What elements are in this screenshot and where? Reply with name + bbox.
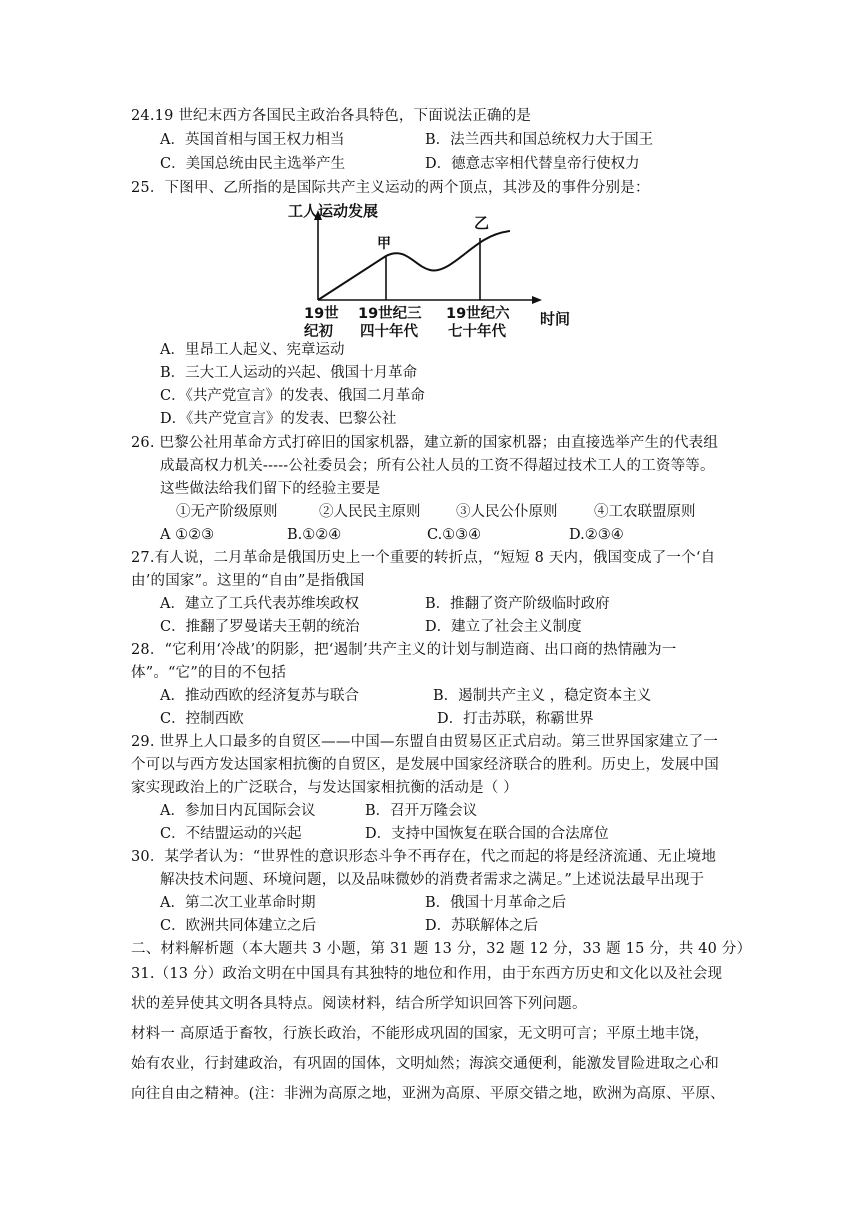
- figure-ylabel: 工人运动发展: [288, 202, 379, 220]
- q26-line-2: 成最高权力机关-----公社委员会；所有公社人员的工资不得超过技术工人的工资等等。: [160, 458, 715, 474]
- q29-option-b: B．召开万隆会议: [365, 803, 478, 819]
- q25-option-d: D．《共产党宣言》的发表、巴黎公社: [160, 411, 397, 427]
- q27-line-1: 27.有人说，二月革命是俄国历史上一个重要的转折点，“短短 8 天内，俄国变成了一个‘自: [131, 550, 716, 566]
- q29-option-c: C．不结盟运动的兴起: [160, 826, 302, 842]
- q27-option-a: A．建立了工兵代表苏维埃政权: [160, 596, 359, 612]
- q26-item-1: ①无产阶级原则: [176, 504, 278, 520]
- q25-option-c: C．《共产党宣言》的发表、俄国二月革命: [160, 388, 425, 404]
- q29-line-2: 个可以与西方发达国家相抗衡的自贸区，是发展中国家经济联合的胜利。历史上，发展中国: [131, 757, 719, 773]
- q31-material-1-line-3: 向往自由之精神。(注：非洲为高原之地，亚洲为高原、平原交错之地，欧洲为高原、平原、: [131, 1086, 725, 1102]
- tick-3a: 19世纪六: [446, 306, 510, 322]
- q25-option-b: B．三大工人运动的兴起、俄国十月革命: [160, 365, 418, 381]
- q26-option-d: D.②③④: [569, 527, 624, 543]
- q26-line-1: 26. 巴黎公社用革命方式打碎旧的国家机器，建立新的国家机器；由直接选举产生的代表组: [131, 435, 719, 451]
- tick-1a: 19世: [304, 306, 339, 322]
- q25-stem: 25．下图甲、乙所指的是国际共产主义运动的两个顶点，其涉及的事件分别是：: [131, 180, 650, 196]
- q27-option-d: D．建立了社会主义制度: [425, 619, 582, 635]
- q26-item-4: ④工农联盟原则: [594, 504, 696, 520]
- q24-option-a: A．英国首相与国王权力相当: [160, 132, 345, 148]
- tick-2b: 四十年代: [360, 324, 418, 340]
- q28-line-1: 28．“它利用‘冷战’的阴影，把‘遏制’共产主义的计划与制造商、出口商的热情融为一: [131, 642, 677, 658]
- figure-xlabel: 时间: [540, 310, 571, 328]
- q27-option-b: B．推翻了资产阶级临时政府: [425, 596, 610, 612]
- q26-item-3: ③人民公仆原则: [456, 504, 558, 520]
- x-axis-arrow: [532, 296, 542, 304]
- q30-option-c: C．欧洲共同体建立之后: [160, 918, 317, 934]
- q28-line-2: 体”。“它”的目的不包括: [131, 665, 287, 681]
- q30-option-d: D．苏联解体之后: [425, 918, 539, 934]
- q26-item-2: ②人民民主原则: [319, 504, 421, 520]
- q24-stem: 24.19 世纪末西方各国民主政治各具特色，下面说法正确的是: [131, 108, 532, 124]
- q29-option-a: A．参加日内瓦国际会议: [160, 803, 316, 819]
- peak-yi-label: 乙: [474, 214, 490, 232]
- q31-material-1-line-1: 材料一 高原适于畜牧，行族长政治，不能形成巩固的国家，无文明可言；平原土地丰饶，: [131, 1026, 710, 1042]
- q25-option-a: A．里昂工人起义、宪章运动: [160, 342, 345, 358]
- tick-1b: 纪初: [304, 324, 333, 340]
- q24-option-b: B．法兰西共和国总统权力大于国王: [425, 132, 654, 148]
- q27-option-c: C．推翻了罗曼诺夫王朝的统治: [160, 619, 360, 635]
- q24-option-c: C．美国总统由民主选举产生: [160, 156, 346, 172]
- movement-curve: [318, 231, 510, 300]
- q31-line-2: 状的差异使其文明各具特点。阅读材料，结合所学知识回答下列问题。: [131, 996, 587, 1012]
- q26-line-3: 这些做法给我们留下的经验主要是: [160, 481, 381, 497]
- q30-line-2: 解决技术问题、环境问题，以及品味微妙的消费者需求之满足。”上述说法最早出现于: [160, 872, 705, 888]
- q28-option-a: A．推动西欧的经济复苏与联合: [160, 688, 359, 704]
- section-2-heading: 二、材料解析题（本大题共 3 小题，第 31 题 13 分，32 题 12 分，33 题 15 分，共 40 分）: [131, 941, 752, 957]
- tick-2a: 19世纪三: [358, 306, 422, 322]
- q28-option-c: C．控制西欧: [160, 711, 244, 727]
- q26-option-a: A ①②③: [160, 527, 215, 543]
- q26-option-b: B.①②④: [287, 527, 342, 543]
- q26-option-c: C.①③④: [427, 527, 482, 543]
- q28-option-b: B．遏制共产主义 ，稳定资本主义: [433, 688, 652, 704]
- tick-3b: 七十年代: [448, 324, 506, 340]
- q27-line-2: 由’的国家”。这里的“自由”是指俄国: [131, 573, 365, 589]
- q30-option-a: A．第二次工业革命时期: [160, 895, 316, 911]
- q29-option-d: D．支持中国恢复在联合国的合法席位: [365, 826, 609, 842]
- q31-material-1-line-2: 始有农业，行封建政治，有巩固的国体，文明灿然；海滨交通便利，能激发冒险进取之心和: [131, 1056, 719, 1072]
- q24-option-d: D．德意志宰相代替皇帝行使权力: [425, 156, 640, 172]
- q29-line-3: 家实现政治上的广泛联合，与发达国家相抗衡的活动是（ ）: [131, 780, 519, 796]
- q30-option-b: B．俄国十月革命之后: [425, 895, 567, 911]
- q29-line-1: 29. 世界上人口最多的自贸区——中国—东盟自由贸易区正式启动。第三世界国家建立了一: [131, 734, 719, 750]
- q31-line-1: 31.（13 分）政治文明在中国具有其独特的地位和作用，由于东西方历史和文化以及社会现: [131, 966, 723, 982]
- peak-jia-label: 甲: [377, 236, 391, 252]
- q30-line-1: 30．某学者认为：“世界性的意识形态斗争不再存在，代之而起的将是经济流通、无止境地: [131, 849, 717, 865]
- workers-movement-diagram: [288, 200, 578, 340]
- q28-option-d: D．打击苏联，称霸世界: [437, 711, 594, 727]
